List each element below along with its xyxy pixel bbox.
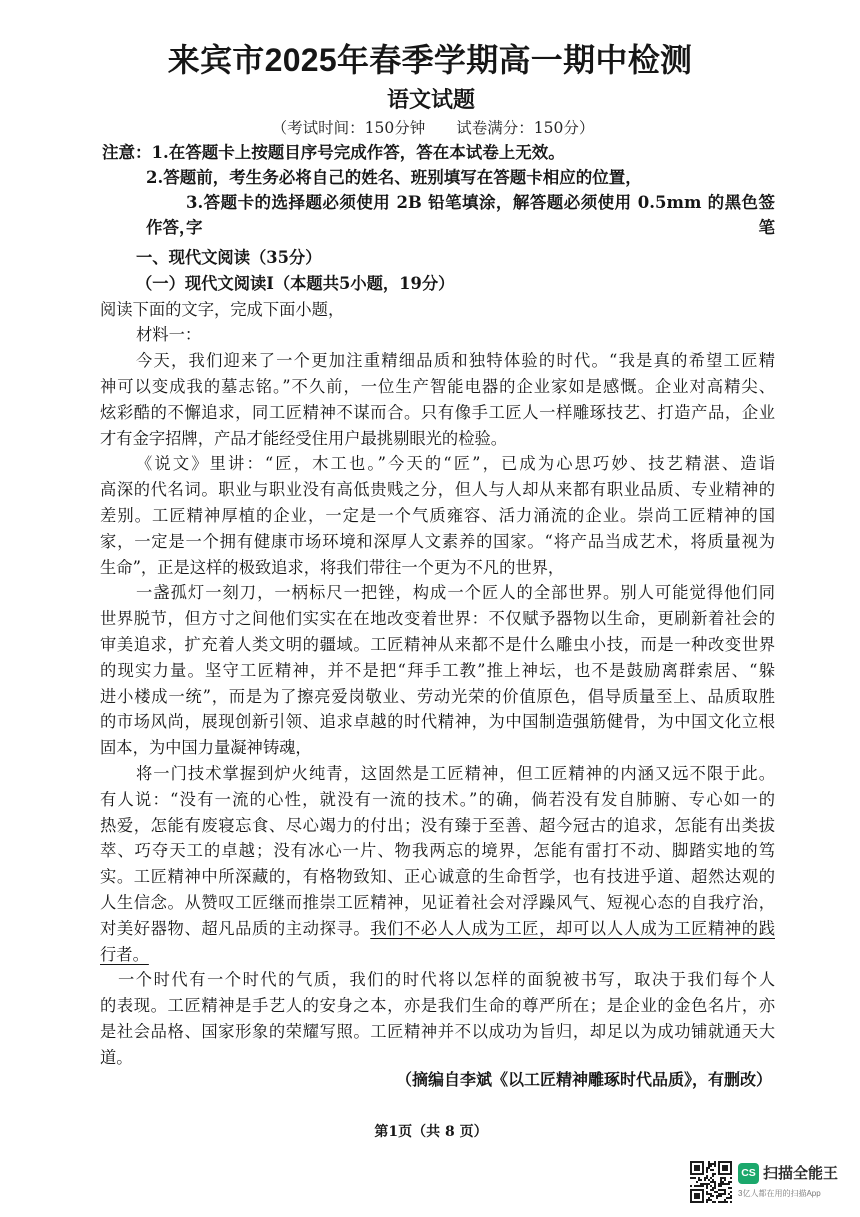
reading-instruction: 阅读下面的文字，完成下面小题， [100, 299, 345, 319]
scanner-app-name: 扫描全能王 [763, 1165, 839, 1182]
paragraph-4-line: 人生信念。从赞叹工匠继而推崇工匠精神，见证着社会对浮躁风气、短视心态的自我疗治， [100, 892, 775, 912]
paragraph-3-line: 世界脱节，但方寸之间他们实实在在地改变着世界：不仅赋予器物以生命，更刷新着社会的 [100, 609, 775, 629]
note-line-2: 2.答题前，考生务必将自己的姓名、班别填写在答题卡相应的位置， [146, 168, 642, 187]
note-line-3: 3.答题卡的选择题必须使用 2B 铅笔填涂，解答题必须使用 0.5mm 的黑色签字笔 [186, 193, 775, 237]
paragraph-2-line: 生命”，正是这样的极致追求，将我们带往一个更为不凡的世界， [100, 557, 565, 577]
scanner-tagline: 3亿人都在用的扫描App [738, 1189, 821, 1198]
paragraph-3-line: 进小楼成一统”，而是为了擦亮爱岗敬业、劳动光荣的价值原色，倡导质量至上、品质取胜 [100, 686, 775, 706]
exam-info: （考试时间：150分钟 试卷满分：150分） [271, 119, 595, 137]
paragraph-4-line: 有人说：“没有一流的心性，就没有一流的技术。”的确，倘若没有发自肺腑、专心如一的 [100, 789, 775, 809]
paragraph-4-line: 将一门技术掌握到炉火纯青，这固然是工匠精神，但工匠精神的内涵又远不限于此。 [136, 763, 775, 783]
section-heading: 一、现代文阅读（35分） [136, 248, 322, 267]
material-label: 材料一： [136, 325, 202, 345]
page-number: 第1页（共 8 页） [374, 1124, 488, 1140]
paragraph-3-line: 的市场风尚，展现创新引领、追求卓越的时代精神，为中国制造强筋健骨，为中国文化立根 [100, 712, 775, 732]
note-label: 注意： [102, 143, 152, 162]
paragraph-5-line: 的表现。工匠精神是手艺人的安身之本，亦是我们生命的尊严所在；是企业的金色名片，亦 [100, 996, 775, 1016]
paragraph-4-line: 萃、巧夺天工的卓越；没有冰心一片、物我两忘的境界，怎能有雷打不动、脚踏实地的笃 [100, 841, 775, 861]
subject-title: 语文试题 [386, 87, 475, 113]
paragraph-1-line: 才有金字招牌，产品才能经受住用户最挑剔眼光的检验。 [100, 428, 508, 448]
source-citation: （摘编自李斌《以工匠精神雕琢时代品质》，有删改） [395, 1070, 772, 1089]
paragraph-4-line [100, 942, 775, 968]
qr-code-icon [690, 1161, 732, 1203]
closing-text: 对美好器物、超凡品质的主动探寻。 [100, 918, 371, 938]
paragraph-4-line: 热爱，怎能有废寝忘食、尽心竭力的付出；没有臻于至善、超今冠古的追求，怎能有出类拔 [100, 815, 775, 835]
underlined-sentence: 我们不必人人成为工匠，却可以人人成为工匠精神的践 [370, 918, 775, 938]
note-text: 1.在答题卡上按题目序号完成作答，答在本试卷上无效。 [151, 143, 565, 162]
paragraph-3-line: 一盏孤灯一刻刀，一柄标尺一把锉，构成一个匠人的全部世界。别人可能觉得他们同 [136, 583, 775, 603]
scanner-logo-icon: CS [738, 1163, 759, 1184]
note-line-4: 作答， [146, 218, 196, 237]
paragraph-3-line: 固本，为中国力量凝神铸魂， [100, 738, 312, 758]
paragraph-4-line [100, 916, 775, 942]
reading-section [100, 245, 775, 1071]
underlined-sentence-end: 行者。 [100, 944, 149, 964]
paragraph-1-line: 今天，我们迎来了一个更加注重精细品质和独特体验的时代。“我是真的希望工匠精 [136, 351, 775, 371]
paragraph-2-line: 《说文》里讲：“匠，木工也。”今天的“匠”，已成为心思巧妙、技艺精湛、造诣 [136, 454, 775, 474]
paragraph-5-line: 是社会品格、国家形象的荣耀写照。工匠精神并不以成功为旨归，却足以为成功铺就通天大 [100, 1021, 775, 1041]
note-line-1 [102, 140, 565, 165]
paragraph-2-line: 差别。工匠精神厚植的企业，一定是一个气质雍容、活力涌流的企业。崇尚工匠精神的国 [100, 505, 775, 525]
paragraph-4-line: 实。工匠精神中所深藏的，有格物致知、正心诚意的生命哲学，也有技进乎道、超然达观的 [100, 867, 775, 887]
paragraph-2-line: 高深的代名词。职业与职业没有高低贵贱之分，但人与人却从来都有职业品质、专业精神的 [100, 480, 775, 500]
paragraph-5-line: 道。 [100, 1047, 133, 1067]
paragraph-1-line: 炫彩酷的不懈追求，同工匠精神不谋而合。只有像手工匠人一样雕琢技艺、打造产品，企业 [100, 402, 775, 422]
paragraph-1-line: 神可以变成我的墓志铭。”不久前，一位生产智能电器的企业家如是感慨。企业对高精尖、 [100, 376, 775, 396]
exam-title: 来宾市2025年春季学期高一期中检测 [167, 42, 693, 78]
paragraph-2-line: 家，一定是一个拥有健康市场环境和深厚人文素养的国家。“将产品当成艺术，将质量视为 [100, 531, 775, 551]
paragraph-5-line: 一个时代有一个时代的气质，我们的时代将以怎样的面貌被书写，取决于我们每个人 [118, 970, 775, 990]
section-subheading: （一）现代文阅读Ⅰ（本题共5小题，19分） [136, 273, 455, 293]
paragraph-3-line: 的现实力量。坚守工匠精神，并不是把“拜手工教”推上神坛，也不是鼓励离群索居、“躲 [100, 660, 775, 680]
paragraph-3-line: 审美追求，扩充着人类文明的疆域。工匠精神从来都不是什么雕虫小技，而是一种改变世界 [100, 634, 775, 654]
